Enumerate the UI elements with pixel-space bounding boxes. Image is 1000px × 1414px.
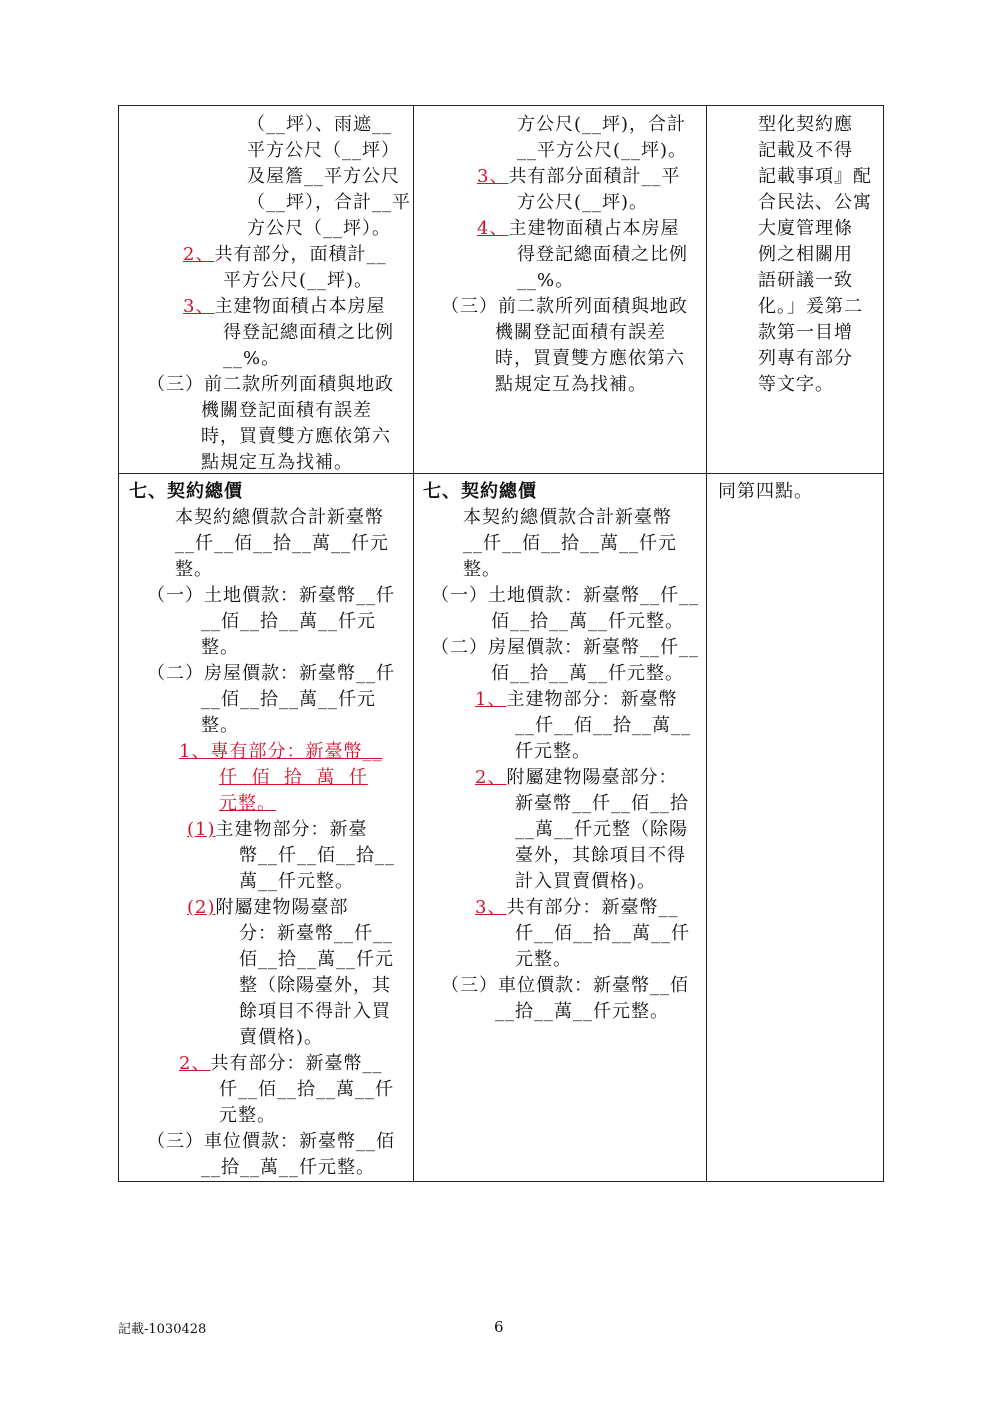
line-text: 機關登記面積有誤差	[201, 400, 372, 421]
line-text: 列專有部分	[758, 348, 853, 369]
text-line	[239, 999, 391, 1025]
line-text: 分：新臺幣__仟__	[239, 923, 393, 944]
line-text: 賣價格)。	[239, 1027, 324, 1048]
text-line	[718, 479, 813, 505]
marked-text: 3、	[183, 296, 215, 317]
line-text: 例之相關用	[758, 244, 853, 265]
text-line	[517, 138, 687, 164]
text-line	[175, 557, 213, 583]
text-line	[147, 661, 395, 687]
text-line	[515, 947, 572, 973]
line-text: 方公尺（__坪）。	[247, 218, 391, 239]
text-line	[758, 164, 872, 190]
line-text: 佰__拾__萬__仟元整。	[491, 611, 684, 632]
text-line	[219, 765, 368, 791]
line-text: 餘項目不得計入買	[239, 1001, 391, 1022]
text-line	[758, 242, 853, 268]
line-text: 點規定互為找補。	[495, 374, 647, 395]
text-line	[219, 1077, 394, 1103]
line-text: 得登記總面積之比例	[517, 244, 688, 265]
text-line	[475, 895, 678, 921]
row1-col1-amended-text	[119, 106, 413, 473]
line-text: __仟__佰__拾__萬__仟元	[463, 533, 677, 554]
line-text: 共有部分，面積計__	[214, 244, 387, 265]
text-line	[187, 817, 368, 843]
text-line	[515, 843, 686, 869]
text-line	[517, 190, 648, 216]
text-line	[758, 112, 853, 138]
row2-col3-explanation	[706, 473, 885, 1183]
text-line	[247, 164, 400, 190]
marked-text: 3、	[475, 897, 507, 918]
line-text: __仟__佰__拾__萬__	[515, 715, 691, 736]
line-text: 記載事項』配	[758, 166, 872, 187]
text-line	[147, 583, 395, 609]
line-text: __平方公尺(__坪)。	[517, 140, 688, 161]
line-text: 元整。	[515, 949, 572, 970]
line-text: 共有部分：新臺幣__	[210, 1053, 383, 1074]
text-line	[179, 739, 382, 765]
line-text: 整。	[201, 637, 239, 658]
line-text: 整。	[175, 559, 213, 580]
text-line	[515, 791, 689, 817]
row1-col2-current-text	[413, 106, 706, 473]
text-line	[201, 687, 376, 713]
text-line	[431, 635, 699, 661]
line-text: 平方公尺(__坪)。	[223, 270, 374, 291]
text-line	[517, 112, 686, 138]
line-text: 七、契約總價	[129, 481, 243, 502]
text-line	[175, 531, 389, 557]
line-text: 萬__仟元整。	[239, 871, 354, 892]
line-text: 共有部分面積計__平	[508, 166, 681, 187]
text-line	[758, 216, 853, 242]
text-line	[431, 583, 699, 609]
line-text: （一）土地價款：新臺幣__仟__	[431, 585, 699, 606]
text-line	[223, 346, 280, 372]
line-text: 同第四點。	[718, 481, 813, 502]
text-line	[179, 1051, 382, 1077]
text-line	[758, 190, 872, 216]
text-line	[239, 843, 395, 869]
line-text: （一）土地價款：新臺幣__仟	[147, 585, 395, 606]
line-text: __萬__仟元整（除陽	[515, 819, 688, 840]
line-text: __%。	[517, 270, 575, 291]
line-text: 方公尺(__坪)，合計	[517, 114, 687, 135]
marked-text: 元整。	[219, 793, 276, 814]
text-line	[201, 635, 239, 661]
line-text: 新臺幣__仟__佰__拾	[515, 793, 689, 814]
text-line	[239, 947, 394, 973]
text-line	[239, 869, 354, 895]
page-number: 6	[494, 1318, 504, 1336]
text-line	[758, 372, 834, 398]
marked-text: 2、	[475, 767, 507, 788]
text-line	[183, 294, 385, 320]
marked-text: 2、	[183, 244, 215, 265]
text-line	[477, 216, 679, 242]
line-text: （三）前二款所列面積與地政	[147, 374, 394, 395]
line-text: 整（除陽臺外，其	[239, 975, 391, 996]
text-line	[758, 320, 853, 346]
line-text: 佰__拾__萬__仟元	[239, 949, 394, 970]
line-text: （二）房屋價款：新臺幣__仟	[147, 663, 395, 684]
text-line	[463, 531, 677, 557]
line-text: __拾__萬__仟元整。	[201, 1157, 375, 1178]
text-line	[423, 479, 537, 505]
text-line	[247, 190, 411, 216]
line-text: 臺外，其餘項目不得	[515, 845, 686, 866]
line-text: 仟元整。	[515, 741, 591, 762]
line-text: 本契約總價款合計新臺幣	[463, 507, 672, 528]
document-code: 記載-1030428	[118, 1322, 207, 1337]
marked-text: 1、專有部分：新臺幣__	[179, 741, 383, 762]
line-text: __佰__拾__萬__仟元	[201, 689, 376, 710]
line-text: 附屬建物陽臺部分：	[506, 767, 678, 788]
line-text: 元整。	[219, 1105, 276, 1126]
text-line	[239, 973, 391, 999]
line-text: 共有部分：新臺幣__	[506, 897, 679, 918]
comparison-table	[118, 105, 884, 1182]
text-line	[147, 372, 394, 398]
line-text: 佰__拾__萬__仟元整。	[491, 663, 684, 684]
text-line	[495, 999, 669, 1025]
line-text: 得登記總面積之比例	[223, 322, 394, 343]
line-text: （三）車位價款：新臺幣__佰	[441, 975, 689, 996]
text-line	[201, 713, 239, 739]
text-line	[495, 346, 685, 372]
text-line	[515, 739, 591, 765]
line-text: 主建物部分：新臺	[215, 819, 368, 840]
text-line	[219, 791, 276, 817]
text-line	[463, 557, 501, 583]
text-line	[515, 713, 691, 739]
text-line	[129, 479, 243, 505]
line-text: 計入買賣價格)。	[515, 871, 657, 892]
row2-col1-amended-text	[119, 473, 413, 1183]
line-text: 時，買賣雙方應依第六	[201, 426, 391, 447]
line-text: __佰__拾__萬__仟元	[201, 611, 376, 632]
text-line	[201, 1155, 375, 1181]
line-text: 等文字。	[758, 374, 834, 395]
line-text: 整。	[463, 559, 501, 580]
marked-text: 4、	[477, 218, 509, 239]
line-text: 仟__佰__拾__萬__仟	[219, 1079, 394, 1100]
text-line	[491, 661, 684, 687]
marked-text: 2、	[179, 1053, 211, 1074]
text-line	[247, 138, 400, 164]
line-text: 化。」爰第二	[758, 296, 863, 317]
line-text: 整。	[201, 715, 239, 736]
text-line	[219, 1103, 276, 1129]
marked-text: 3、	[477, 166, 509, 187]
text-line	[758, 268, 853, 294]
line-text: 平方公尺（__坪）	[247, 140, 400, 161]
text-line	[491, 609, 684, 635]
text-line	[187, 895, 349, 921]
text-line	[477, 164, 680, 190]
text-line	[475, 687, 677, 713]
line-text: 記載及不得	[758, 140, 853, 161]
line-text: 大廈管理條	[758, 218, 853, 239]
text-line	[201, 398, 372, 424]
text-line	[758, 346, 853, 372]
line-text: 幣__仟__佰__拾__	[239, 845, 395, 866]
text-line	[515, 921, 690, 947]
text-line	[247, 216, 391, 242]
row2-col2-current-text	[413, 473, 706, 1183]
line-text: 本契約總價款合計新臺幣	[175, 507, 384, 528]
line-text: （三）車位價款：新臺幣__佰	[147, 1131, 395, 1152]
text-line	[758, 138, 853, 164]
line-text: __%。	[223, 348, 281, 369]
marked-text: (2)	[187, 897, 216, 918]
text-line	[495, 320, 666, 346]
marked-text: (1)	[187, 819, 216, 840]
line-text: 及屋簷__平方公尺	[247, 166, 400, 187]
text-line	[201, 609, 376, 635]
line-text: 方公尺(__坪)。	[517, 192, 649, 213]
text-line	[463, 505, 672, 531]
line-text: 款第一目增	[758, 322, 853, 343]
line-text: （三）前二款所列面積與地政	[441, 296, 688, 317]
line-text: __仟__佰__拾__萬__仟元	[175, 533, 389, 554]
line-text: （二）房屋價款：新臺幣__仟__	[431, 637, 699, 658]
text-line	[475, 765, 677, 791]
line-text: 主建物面積占本房屋	[508, 218, 680, 239]
marked-text: 1、	[475, 689, 507, 710]
text-line	[239, 1025, 323, 1051]
line-text: （__坪），合計__平	[247, 192, 411, 213]
line-text: 附屬建物陽臺部	[215, 897, 349, 918]
text-line	[517, 242, 688, 268]
line-text: 點規定互為找補。	[201, 452, 353, 473]
text-line	[239, 921, 393, 947]
text-line	[495, 372, 647, 398]
text-line	[758, 294, 863, 320]
line-text: 主建物部分：新臺幣	[506, 689, 678, 710]
line-text: 型化契約應	[758, 114, 853, 135]
line-text: 合民法、公寓	[758, 192, 872, 213]
text-line	[517, 268, 574, 294]
line-text: 七、契約總價	[423, 481, 537, 502]
line-text: （__坪）、雨遮__	[247, 114, 392, 135]
line-text: 仟__佰__拾__萬__仟	[515, 923, 690, 944]
text-line	[147, 1129, 395, 1155]
text-line	[441, 973, 689, 999]
line-text: 主建物面積占本房屋	[214, 296, 386, 317]
marked-text: 仟 佰 拾 萬 仟	[219, 767, 368, 788]
line-text: __拾__萬__仟元整。	[495, 1001, 669, 1022]
text-line	[223, 268, 373, 294]
text-line	[441, 294, 688, 320]
text-line	[247, 112, 392, 138]
row1-col3-explanation	[706, 106, 885, 473]
text-line	[175, 505, 384, 531]
text-line	[201, 424, 391, 450]
text-line	[515, 817, 688, 843]
line-text: 機關登記面積有誤差	[495, 322, 666, 343]
line-text: 時，買賣雙方應依第六	[495, 348, 685, 369]
text-line	[515, 869, 656, 895]
text-line	[223, 320, 394, 346]
line-text: 語研議一致	[758, 270, 853, 291]
text-line	[183, 242, 386, 268]
